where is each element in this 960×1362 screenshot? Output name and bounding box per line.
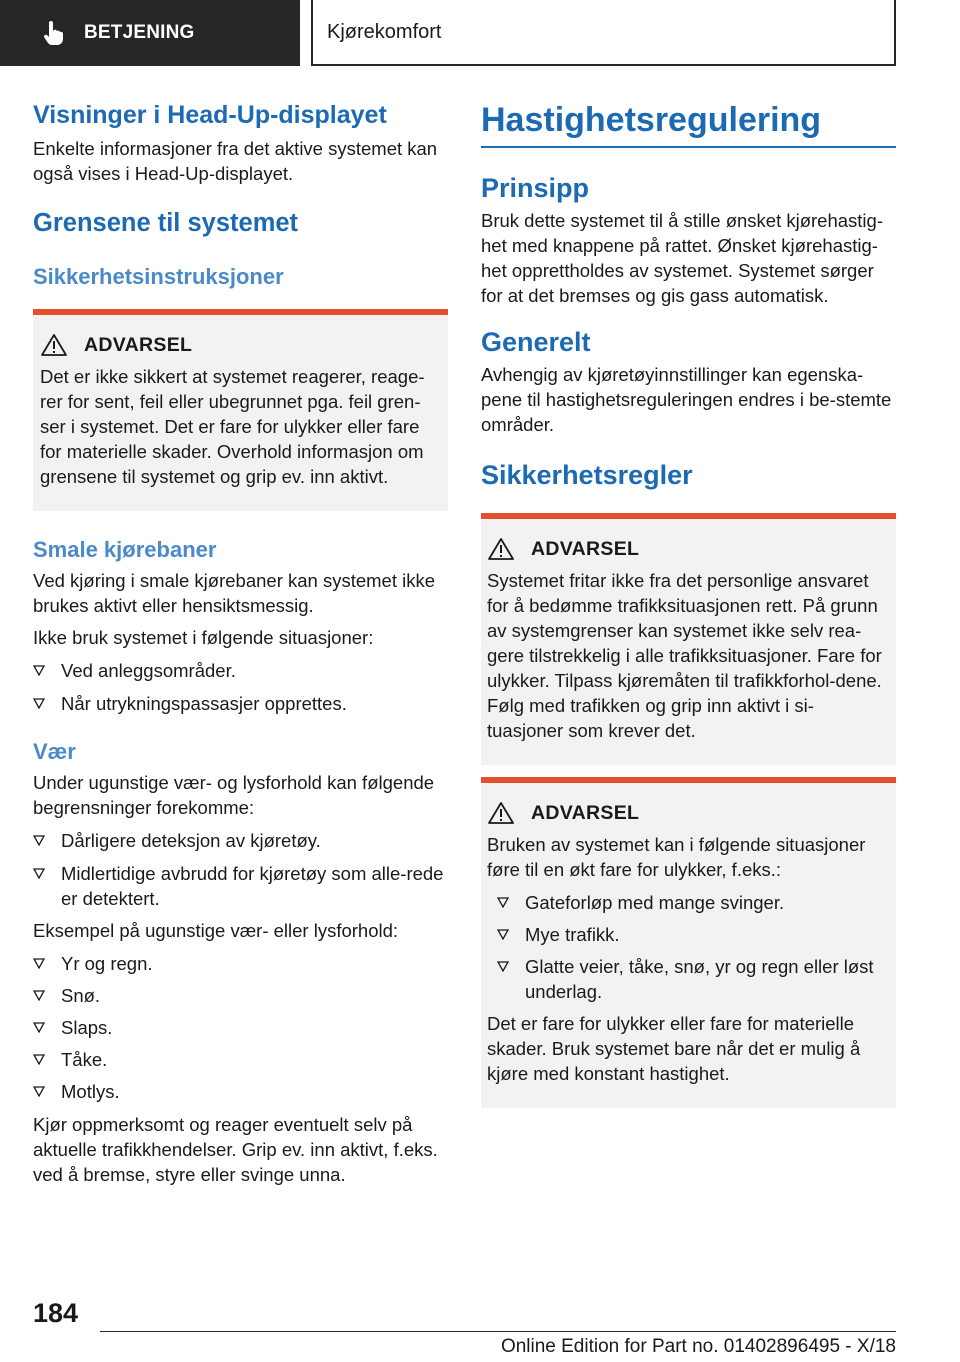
hud-title: Visninger i Head-Up-displayet bbox=[33, 101, 387, 129]
warning-triangle-icon bbox=[487, 801, 515, 825]
triangle-bullet-icon bbox=[33, 1022, 45, 1033]
triangle-bullet-icon bbox=[33, 958, 45, 969]
warning-heading bbox=[487, 537, 888, 561]
list-item: Midlertidige avbrudd for kjøretøy som alle-rede er detektert. bbox=[33, 861, 448, 911]
principle-text: Bruk dette systemet til å stille ønsket kjørehastig-het med knappene på rattet. Ønsket kjørehastig-het opprettholdes av systemet. Systemet sørger for at det bremses og gis gass automatisk. bbox=[481, 210, 883, 306]
hud-text: Enkelte informasjoner fra det aktive systemet kan også vises i Head-Up-displayet. bbox=[33, 138, 438, 184]
triangle-bullet-icon bbox=[33, 990, 45, 1001]
rules-title: Sikkerhetsregler bbox=[481, 460, 693, 490]
example-intro: Eksempel på ugunstige vær- eller lysforhold: bbox=[33, 920, 399, 941]
narrow-intro: Ikke bruk systemet i følgende situasjoner: bbox=[33, 627, 374, 648]
warning-triangle-icon bbox=[40, 333, 68, 357]
list-item: Dårligere deteksjon av kjøretøy. bbox=[33, 828, 448, 853]
list-item: Snø. bbox=[33, 983, 448, 1008]
triangle-bullet-icon bbox=[497, 961, 509, 972]
list-item: Motlys. bbox=[33, 1079, 448, 1104]
warning-outro: Det er fare for ulykker eller fare for materielle skader. Bruk systemet bare når det er mulig å kjøre med konstant hastighet. bbox=[487, 1013, 861, 1084]
triangle-bullet-icon bbox=[33, 1054, 45, 1065]
page-number: 184 bbox=[33, 1298, 79, 1328]
section-label: BETJENING bbox=[84, 22, 195, 43]
triangle-bullet-icon bbox=[33, 665, 45, 676]
list-item: Tåke. bbox=[33, 1047, 448, 1072]
warning-label: ADVARSEL bbox=[531, 537, 640, 560]
triangle-bullet-icon bbox=[33, 835, 45, 846]
warning-label: ADVARSEL bbox=[84, 333, 193, 356]
list-item: Yr og regn. bbox=[33, 951, 448, 976]
limits-title: Grensene til systemet bbox=[33, 209, 299, 237]
narrow-text: Ved kjøring i smale kjørebaner kan systemet ikke brukes aktivt eller hensiktsmessig. bbox=[33, 570, 436, 616]
narrow-title: Smale kjørebaner bbox=[33, 537, 217, 562]
general-text: Avhengig av kjøretøyinnstillinger kan egenska-pene til hastighetsreguleringen endres i be-stemte områder. bbox=[481, 364, 892, 435]
safety-title: Sikkerhetsinstruksjoner bbox=[33, 264, 284, 289]
chapter-label: Kjørekomfort bbox=[327, 20, 442, 43]
title-rule bbox=[481, 146, 896, 148]
warning-text: Systemet fritar ikke fra det personlige ansvaret for å bedømme trafikksituasjonen rett. På grunn av systemgrenser kan systemet ikke selv rea-gere tilstrekkelig i alle trafikksituasjoner. Fare for ulykker. Tilpass kjøremåten til trafikkforhol-dene. Følg med trafikken og grip inn aktivt i si-tuasjoner som krever det. bbox=[487, 570, 882, 741]
list-item: Ved anleggsområder. bbox=[33, 658, 448, 683]
triangle-bullet-icon bbox=[497, 929, 509, 940]
warning-label: ADVARSEL bbox=[531, 801, 640, 824]
triangle-bullet-icon bbox=[497, 897, 509, 908]
weather-title: Vær bbox=[33, 739, 76, 764]
left-column bbox=[33, 100, 448, 1187]
triangle-bullet-icon bbox=[33, 698, 45, 709]
weather-text: Under ugunstige vær- og lysforhold kan følgende begrensninger forekomme: bbox=[33, 772, 435, 818]
general-title: Generelt bbox=[481, 327, 591, 357]
warning-heading bbox=[40, 333, 440, 357]
list-item: Slaps. bbox=[33, 1015, 448, 1040]
list-item: Glatte veier, tåke, snø, yr og regn eller løst underlag. bbox=[497, 954, 888, 1004]
main-title: Hastighetsregulering bbox=[481, 101, 822, 139]
section-tab bbox=[0, 0, 300, 66]
list-item: Gateforløp med mange svinger. bbox=[497, 890, 888, 915]
triangle-bullet-icon bbox=[33, 1086, 45, 1097]
edition-text: Online Edition for Part no. 01402896495 - X/18 bbox=[500, 1336, 896, 1357]
footer-rule bbox=[100, 1331, 896, 1332]
closing-text: Kjør oppmerksomt og reager eventuelt selv på aktuelle trafikkhendelser. Grip ev. inn aktivt, f.eks. ved å bremse, styre eller svinge unna. bbox=[33, 1114, 438, 1185]
warning-triangle-icon bbox=[487, 537, 515, 561]
warning-box bbox=[481, 777, 896, 1108]
triangle-bullet-icon bbox=[33, 868, 45, 879]
warning-box bbox=[33, 309, 448, 511]
hand-pointer-icon bbox=[40, 20, 66, 46]
page-header bbox=[0, 0, 960, 66]
principle-title: Prinsipp bbox=[481, 173, 590, 203]
warning-intro: Bruken av systemet kan i følgende situasjoner føre til en økt fare for ulykker, f.eks.: bbox=[487, 834, 866, 880]
chapter-tab bbox=[311, 0, 896, 66]
list-item: Mye trafikk. bbox=[497, 922, 888, 947]
warning-text: Det er ikke sikkert at systemet reagerer, reage-rer for sent, feil eller ubegrunnet pga. feil gren-ser i systemet. Det er fare for ulykker eller fare for materielle skader. Overhold informasjon om grensene til systemet og grip ev. inn aktivt. bbox=[40, 366, 425, 487]
warning-box bbox=[481, 513, 896, 765]
warning-heading bbox=[487, 801, 888, 825]
right-column bbox=[481, 100, 896, 1108]
list-item: Når utrykningspassasjer opprettes. bbox=[33, 691, 448, 716]
